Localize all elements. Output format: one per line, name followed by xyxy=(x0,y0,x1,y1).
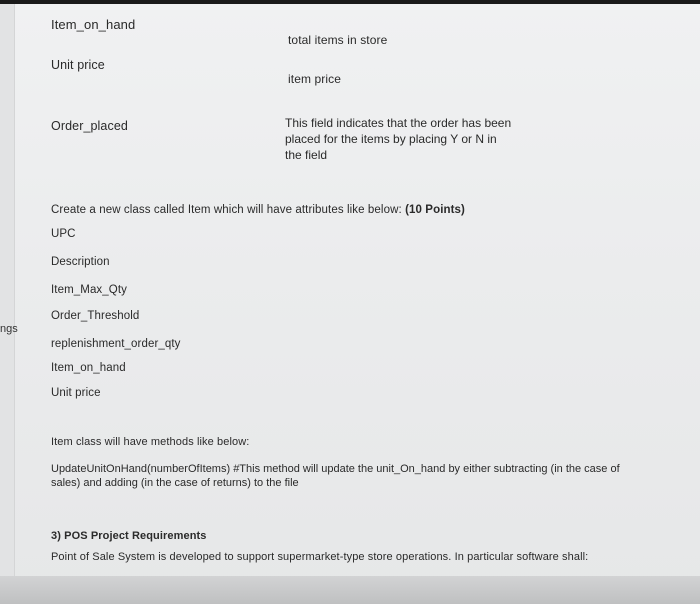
class-intro xyxy=(51,204,465,216)
section-heading: 3) POS Project Requirements xyxy=(51,530,207,542)
field-name: Order_placed xyxy=(51,119,128,133)
class-intro-text: Create a new class called Item which will have attributes like below: xyxy=(51,204,406,216)
list-item: Item_on_hand xyxy=(51,362,126,374)
list-item: Item_Max_Qty xyxy=(51,284,127,296)
list-item: Order_Threshold xyxy=(51,310,140,322)
left-sidebar-strip xyxy=(0,4,15,604)
field-name: Item_on_hand xyxy=(51,17,136,32)
method-description: UpdateUnitOnHand(numberOfItems) #This method will update the unit_On_hand by either subtracting (in the case of sales) and adding (in the case of returns) to the file xyxy=(51,463,620,489)
list-item: Unit price xyxy=(51,387,101,399)
sidebar-text-fragment: ngs xyxy=(0,323,18,335)
points-label: (10 Points) xyxy=(405,204,465,216)
list-item: Description xyxy=(51,256,110,268)
methods-intro: Item class will have methods like below: xyxy=(51,436,250,448)
field-description: total items in store xyxy=(288,33,388,47)
list-item: replenishment_order_qty xyxy=(51,338,181,350)
field-name: Unit price xyxy=(51,58,105,72)
list-item: UPC xyxy=(51,228,76,240)
section-text: Point of Sale System is developed to support supermarket-type store operations. In particular software shall: xyxy=(51,551,589,563)
top-bar xyxy=(0,0,700,4)
bottom-bar xyxy=(0,576,700,604)
field-description: item price xyxy=(288,72,342,86)
field-description: This field indicates that the order has been placed for the items by placing Y or N in the field xyxy=(285,116,512,162)
